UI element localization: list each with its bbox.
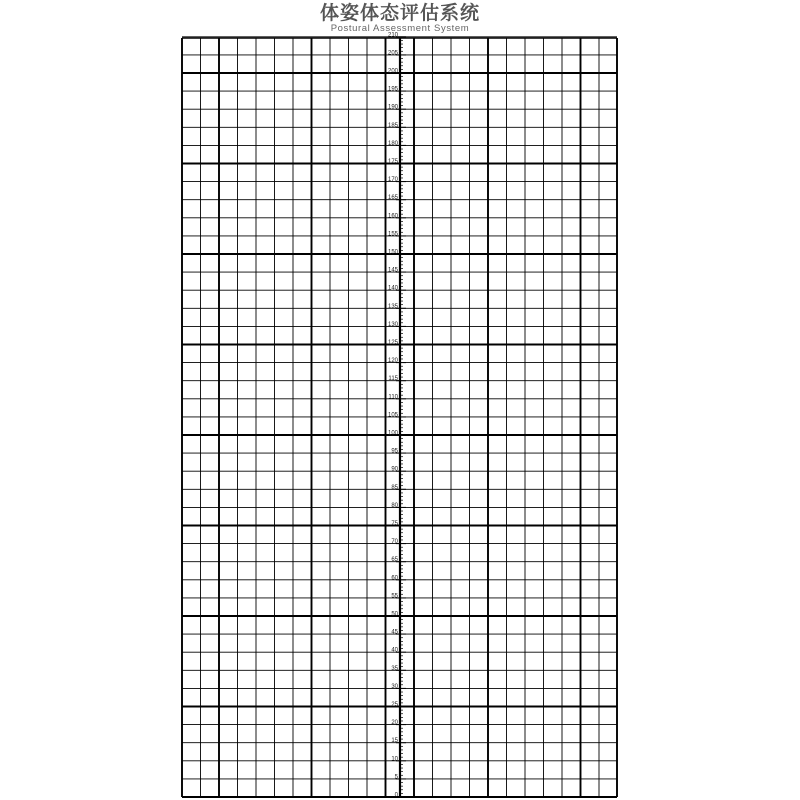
ruler-label: 145 bbox=[387, 267, 398, 274]
ruler-label: 115 bbox=[388, 376, 398, 383]
ruler-label: 10 bbox=[391, 756, 398, 763]
ruler-label: 85 bbox=[391, 484, 398, 491]
ruler-label: 20 bbox=[391, 720, 398, 727]
ruler-label: 60 bbox=[391, 575, 398, 582]
ruler-label: 170 bbox=[387, 177, 398, 184]
ruler-label: 55 bbox=[391, 593, 398, 600]
ruler-label: 200 bbox=[387, 68, 398, 75]
ruler-label: 190 bbox=[387, 104, 398, 111]
ruler-label: 80 bbox=[391, 502, 398, 509]
ruler-label: 40 bbox=[391, 647, 398, 654]
ruler-label: 135 bbox=[387, 303, 398, 310]
ruler-label: 25 bbox=[391, 702, 398, 708]
height-ruler bbox=[388, 32, 406, 798]
ruler-label: 140 bbox=[387, 285, 398, 292]
page-title: 体姿体态评估系统 bbox=[319, 2, 480, 24]
ruler-label: 155 bbox=[387, 231, 398, 238]
ruler-label: 110 bbox=[388, 394, 398, 401]
ruler-label: 120 bbox=[387, 358, 398, 365]
ruler-label: 185 bbox=[387, 122, 398, 129]
ruler-label: 165 bbox=[387, 195, 398, 202]
ruler-label: 90 bbox=[391, 466, 398, 473]
page-subtitle: Postural Assessment System bbox=[330, 23, 470, 34]
ruler-label: 95 bbox=[391, 448, 398, 455]
ruler-label: 70 bbox=[391, 539, 398, 546]
ruler-label: 210 bbox=[387, 32, 398, 39]
ruler-label: 75 bbox=[391, 521, 398, 527]
ruler-label: 130 bbox=[387, 321, 398, 328]
ruler-label: 30 bbox=[391, 683, 398, 690]
ruler-label: 50 bbox=[391, 611, 398, 618]
ruler-label: 105 bbox=[387, 412, 398, 419]
ruler-label: 205 bbox=[387, 50, 398, 57]
ruler-label: 180 bbox=[387, 140, 398, 147]
ruler-label: 0 bbox=[394, 792, 398, 799]
ruler-label: 195 bbox=[387, 86, 398, 93]
ruler-label: 100 bbox=[387, 430, 398, 437]
ruler-label: 5 bbox=[394, 774, 398, 781]
ruler-label: 35 bbox=[391, 665, 398, 672]
ruler-label: 150 bbox=[387, 249, 398, 256]
ruler-label: 45 bbox=[391, 629, 398, 636]
ruler-label: 65 bbox=[391, 557, 398, 564]
ruler-label: 175 bbox=[387, 159, 398, 165]
ruler-label: 160 bbox=[387, 213, 398, 220]
ruler-label: 125 bbox=[387, 340, 398, 346]
ruler-label: 15 bbox=[391, 738, 398, 745]
